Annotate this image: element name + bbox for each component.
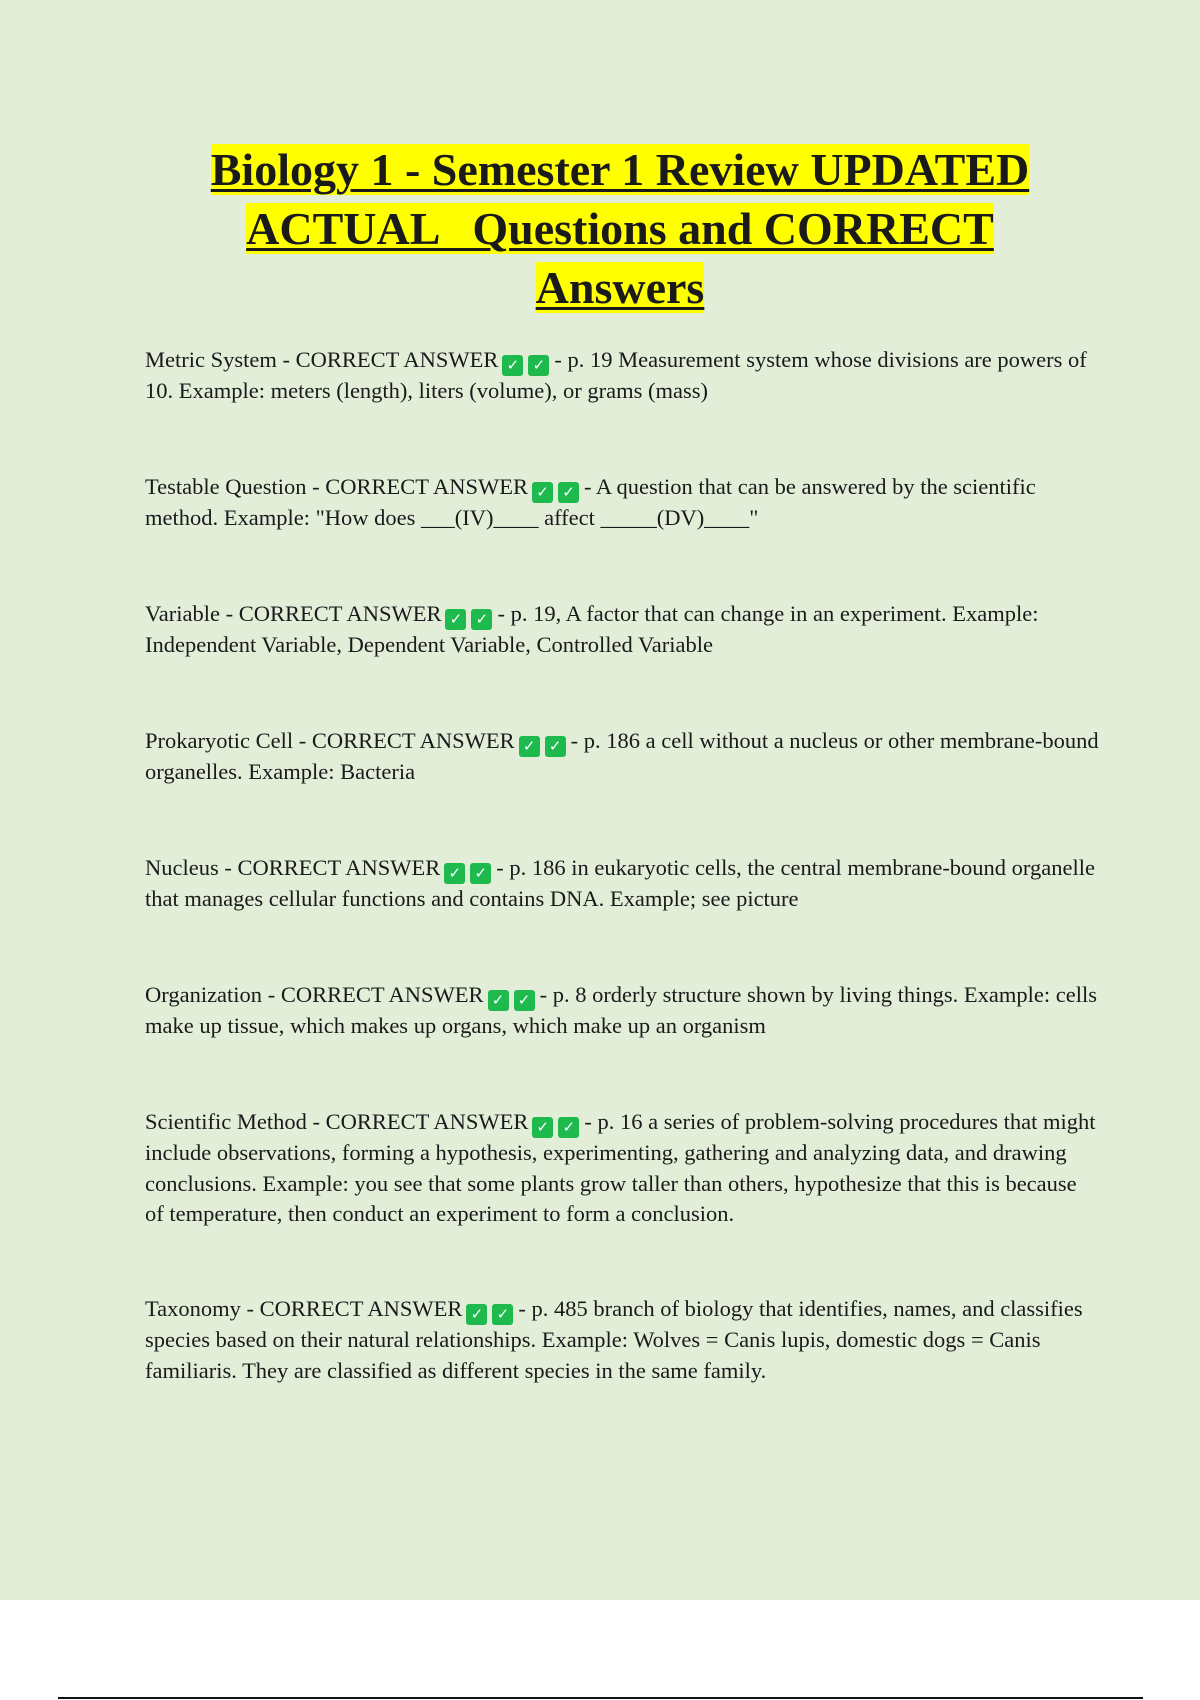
entry-definition: p. 19 Measurement system whose divisions are powers of 10. Example: meters (length), liters (volume), or grams (mass) [145, 347, 1087, 403]
qa-entry-nucleus: Nucleus - CORRECT ANSWER ✓ ✓ - p. 186 in eukaryotic cells, the central membrane-bound organelle that manages cellular functions and contains DNA. Example; see picture [145, 855, 1095, 911]
title-line-2: ACTUAL Questions and CORRECT [246, 203, 994, 254]
check-mark-icon: ✓ [502, 355, 523, 376]
check-mark-icon: ✓ [492, 1304, 513, 1325]
check-mark-icon: ✓ [532, 1117, 553, 1138]
entry-term: Prokaryotic Cell [145, 728, 294, 753]
answer-marker: CORRECT ANSWER [237, 855, 441, 880]
title-line-1: Biology 1 - Semester 1 Review UPDATED [210, 144, 1030, 195]
entry-term: Metric System [145, 347, 277, 372]
entry-definition: p. 186 in eukaryotic cells, the central membrane-bound organelle that manages cellular functions and contains DNA. Example; see picture [145, 855, 1095, 911]
entry-term: Scientific Method [145, 1109, 307, 1134]
check-mark-icon: ✓ [470, 863, 491, 884]
qa-entry-scientific-method: Scientific Method - CORRECT ANSWER ✓ ✓ - p. 16 a series of problem-solving procedures that might include observations, forming a hypothesis, experimenting, gathering and analyzing data, and drawing conclusions. Example: you see that some plants grow taller than others, hypothesize that this is because of temperature, then conduct an experiment to form a conclusion. [145, 1109, 1096, 1226]
document-title [120, 140, 1120, 317]
entry-definition: p. 186 a cell without a nucleus or other membrane-bound organelles. Example: Bacteria [145, 728, 1099, 784]
answer-marker: CORRECT ANSWER [325, 1109, 529, 1134]
entry-definition: p. 8 orderly structure shown by living things. Example: cells make up tissue, which makes up organs, which make up an organism [145, 982, 1097, 1038]
check-mark-icon: ✓ [528, 355, 549, 376]
title-line-3: Answers [535, 262, 705, 313]
entry-term: Nucleus [145, 855, 219, 880]
answer-marker: CORRECT ANSWER [325, 474, 529, 499]
answer-marker: CORRECT ANSWER [280, 982, 484, 1007]
check-mark-icon: ✓ [545, 736, 566, 757]
entry-definition: A question that can be answered by the scientific method. Example: "How does ___(IV)____ affect _____(DV)____" [145, 474, 1036, 530]
answer-marker: CORRECT ANSWER [311, 728, 515, 753]
entry-term: Organization [145, 982, 263, 1007]
entry-definition: p. 19, A factor that can change in an experiment. Example: Independent Variable, Dependent Variable, Controlled Variable [145, 601, 1039, 657]
check-mark-icon: ✓ [466, 1304, 487, 1325]
answer-marker: CORRECT ANSWER [259, 1296, 463, 1321]
check-mark-icon: ✓ [514, 990, 535, 1011]
qa-entry-organization: Organization - CORRECT ANSWER ✓ ✓ - p. 8 orderly structure shown by living things. Example: cells make up tissue, which makes up organs, which make up an organism [145, 982, 1097, 1038]
check-mark-icon: ✓ [444, 863, 465, 884]
qa-entry-prokaryotic-cell: Prokaryotic Cell - CORRECT ANSWER ✓ ✓ - p. 186 a cell without a nucleus or other membrane-bound organelles. Example: Bacteria [145, 728, 1099, 784]
entry-term: Variable [145, 601, 220, 626]
check-mark-icon: ✓ [519, 736, 540, 757]
check-mark-icon: ✓ [558, 1117, 579, 1138]
check-mark-icon: ✓ [532, 482, 553, 503]
qa-entry-testable-question: Testable Question - CORRECT ANSWER ✓ ✓ - A question that can be answered by the scientific method. Example: "How does ___(IV)____ affect _____(DV)____" [145, 474, 1036, 530]
entry-term: Testable Question [145, 474, 307, 499]
check-mark-icon: ✓ [488, 990, 509, 1011]
entry-term: Taxonomy [145, 1296, 241, 1321]
check-mark-icon: ✓ [471, 609, 492, 630]
answer-marker: CORRECT ANSWER [238, 601, 442, 626]
qa-entry-variable: Variable - CORRECT ANSWER ✓ ✓ - p. 19, A factor that can change in an experiment. Example: Independent Variable, Dependent Variable, Controlled Variable [145, 601, 1039, 657]
check-mark-icon: ✓ [558, 482, 579, 503]
entry-definition: p. 16 a series of problem-solving procedures that might include observations, forming a hypothesis, experimenting, gathering and analyzing data, and drawing conclusions. Example: you see that some plants grow taller than others, hypothesize that this is because of temperature, then conduct an experiment to form a conclusion. [145, 1109, 1096, 1226]
answer-marker: CORRECT ANSWER [295, 347, 499, 372]
check-mark-icon: ✓ [445, 609, 466, 630]
page-footer-rule [58, 1697, 1143, 1699]
qa-entry-metric-system: Metric System - CORRECT ANSWER ✓ ✓ - p. 19 Measurement system whose divisions are powers of 10. Example: meters (length), liters (volume), or grams (mass) [145, 347, 1087, 403]
qa-entry-taxonomy: Taxonomy - CORRECT ANSWER ✓ ✓ - p. 485 branch of biology that identifies, names, and classifies species based on their natural relationships. Example: Wolves = Canis lupis, domestic dogs = Canis familiaris. They are classified as different species in the same family. [145, 1296, 1083, 1383]
entry-definition: p. 485 branch of biology that identifies, names, and classifies species based on their natural relationships. Example: Wolves = Canis lupis, domestic dogs = Canis familiaris. They are classified as different species in the same family. [145, 1296, 1083, 1383]
